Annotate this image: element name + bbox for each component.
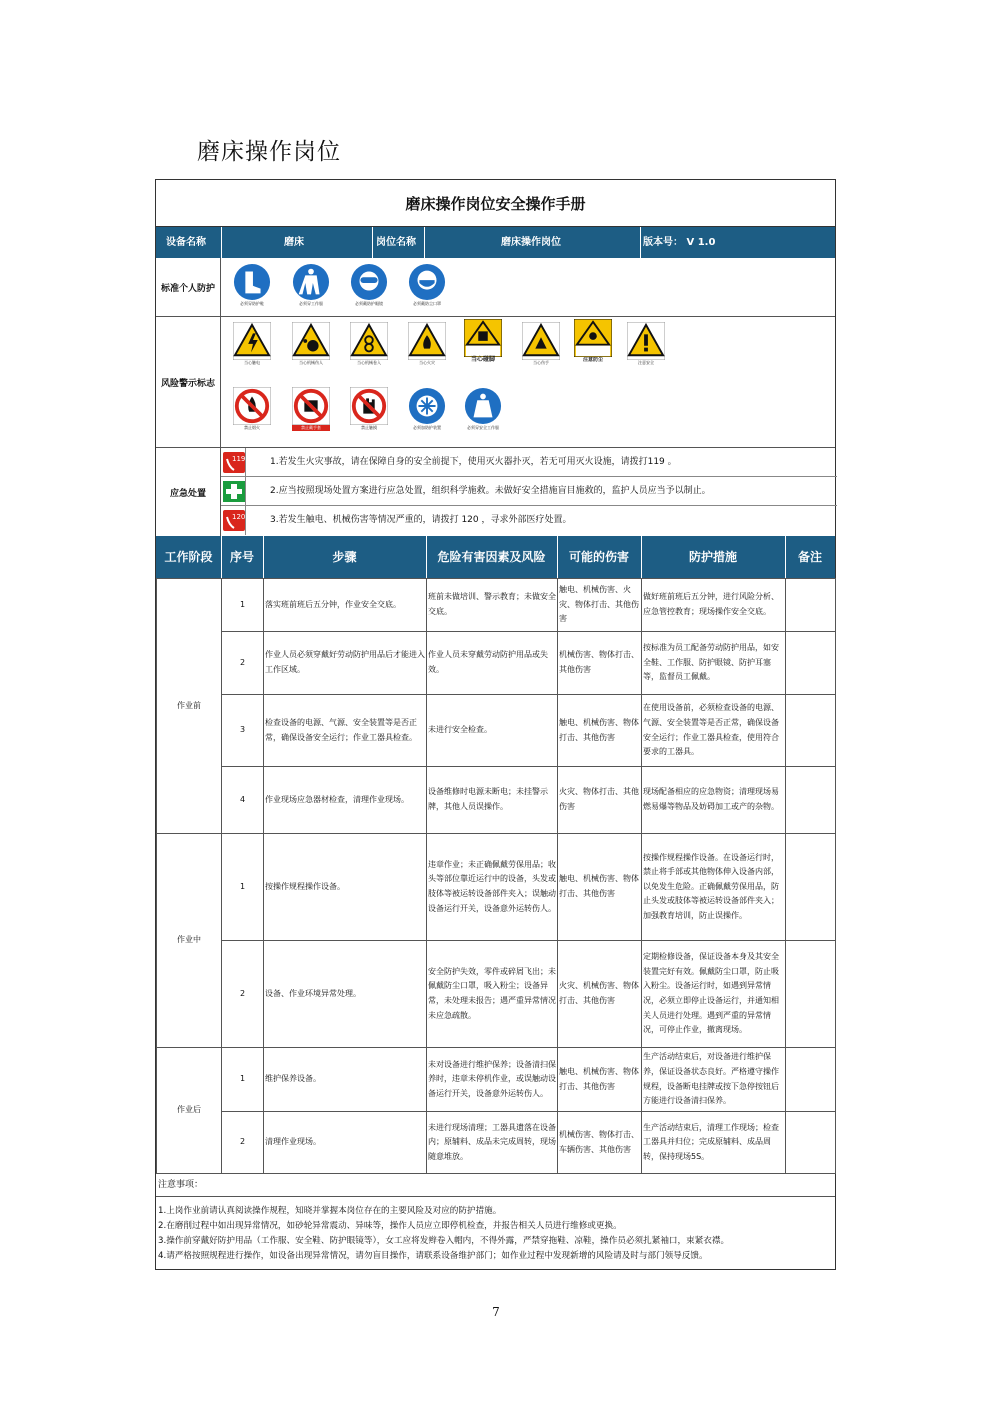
fire-warning-icon: 当心火灾	[408, 322, 446, 366]
svg-text:119: 119	[232, 455, 245, 463]
emergency-text-1: 1.若发生火灾事故，请在保障自身的安全前提下，使用灭火器扑灭，若无可用灭火设施，请拨打119 。	[270, 457, 677, 467]
col-stage: 工作阶段	[164, 550, 213, 564]
table-header	[156, 536, 835, 578]
machine-injury-warning-icon: 当心机械伤人	[292, 322, 330, 366]
stage-before: 作业前	[157, 579, 222, 834]
col-step: 步骤	[332, 550, 357, 564]
col-harm: 可能的伤害	[568, 550, 629, 564]
stage-after: 作业后	[157, 1048, 222, 1174]
col-note: 备注	[797, 550, 822, 564]
phone-120-icon	[223, 510, 245, 531]
hand-injury-warning-icon: 当心伤手	[522, 322, 560, 366]
note-item: 3.操作前穿戴好防护用品（工作服、安全鞋、防护眼镜等），女工应将发辫卷入帽内，不得外露，严禁穿拖鞋、凉鞋，操作员必须扎紧袖口，束紧衣襟。	[158, 1236, 730, 1246]
table-row: 作业中 1 按操作规程操作设备。 违章作业；未正确佩戴劳保用品；收头等部位靠近运行中的设备，头发或肢体等被运转设备部件夹入；误触动设备运行开关，设备意外运转伤人。 触电、机械伤害、物体打击、其他伤害 按操作规程操作设备。在设备运行时，禁止将手部或其他物体伸入设备内部，以免发生危险。正确佩戴劳保用品，防止头发或肢体等被运转设备部件夹入；加强教育培训，防止误操作。	[157, 834, 836, 941]
no-touch-icon: 禁止触摸	[350, 387, 388, 431]
post-value: 磨床操作岗位	[501, 237, 561, 248]
table-row: 4 作业现场应急器材检查，清理作业现场。 设备维修时电源未断电；未挂警示牌，其他人员误操作。 火灾、物体打击、其他伤害 现场配备相应的应急物资；清理现场易燃易爆等物品及妨碍加工或产的杂物。	[157, 767, 836, 834]
foot-injury-warning-icon: 当心碰脚	[464, 319, 502, 363]
work-clothes-icon: 必须穿工作服	[292, 263, 330, 307]
col-hazard: 危险有害因素及风险	[437, 550, 546, 564]
emergency-row	[156, 448, 835, 536]
notes-list	[158, 1204, 729, 1264]
entanglement-warning-icon: 当心机械卷入	[350, 322, 388, 366]
fire-119-icon	[223, 452, 245, 473]
dust-caution-icon: 注意防尘	[574, 319, 612, 363]
no-gloves-icon: 禁止戴手套	[292, 387, 330, 431]
note-item: 2.在磨削过程中如出现异常情况，如砂轮异常震动、异味等，操作人员应立即停机检查，并报告相关人员进行维修或更换。	[158, 1221, 622, 1231]
protective-shoes-icon: 必须穿防护鞋	[233, 263, 271, 307]
safety-clothing-mandatory-icon: 必须穿安全工作服	[464, 387, 502, 431]
col-measure: 防护措施	[688, 550, 737, 564]
sheet-title: 磨床操作岗位安全操作手册	[156, 180, 835, 227]
safety-goggles-icon: 必须戴防护眼镜	[350, 263, 388, 307]
emergency-line-2	[221, 477, 837, 506]
table-row: 作业前 1 落实班前班后五分钟，作业安全交底。 班前未做培训、警示教育；未做安全交底。 触电、机械伤害、火灾、物体打击、其他伤害 做好班前班后五分钟，进行风险分析、应急管控教育；现场操作安全交底。	[157, 579, 836, 632]
ppe-row	[156, 258, 835, 317]
table-row: 2 设备、作业环境异常处理。 安全防护失效，零件或碎屑飞出；未佩戴防尘口罩，吸入粉尘；设备异常，未处理未报告；遇严重异常情况未应急疏散。 火灾、机械伤害、物体打击、其他伤害 定期检修设备，保证设备本身及其安全装置完好有效。佩戴防尘口罩，防止吸入粉尘。设备运行时，如遇到异常情况，必须立即停止设备运行，并通知相关人员进行处理。遇到严重的异常情况，可停止作业，撤离现场。	[157, 941, 836, 1048]
operation-table	[156, 578, 836, 1174]
emergency-label: 应急处置	[156, 448, 221, 536]
note-item: 1.上岗作业前请认真阅读操作规程，知晓并掌握本岗位存在的主要风险及对应的防护措施。	[158, 1206, 502, 1216]
dust-mask-icon: 必须戴防尘口罩	[408, 263, 446, 307]
warning-signs-label: 风险警示标志	[156, 317, 221, 447]
equipment-value: 磨床	[284, 237, 304, 248]
equipment-label: 设备名称	[166, 237, 206, 248]
table-row: 作业后 1 维护保养设备。 未对设备进行维护保养；设备清扫保养时，违章未停机作业，或误触动设备运行开关，设备意外运转伤人。 触电、机械伤害、物体打击、其他伤害 生产活动结束后，对设备进行维护保养，保证设备状态良好。严格遵守操作规程，设备断电挂牌或按下急停按钮后方能进行设备清扫保养。	[157, 1048, 836, 1112]
table-row: 2 作业人员必须穿戴好劳动防护用品后才能进入工作区域。 作业人员未穿戴劳动防护用品或失效。 机械伤害、物体打击、其他伤害 按标准为员工配备劳动防护用品，如安全鞋、工作服、防护眼镜、防护耳塞等，监督员工佩戴。	[157, 632, 836, 695]
warning-signs-row	[156, 317, 835, 448]
protective-device-mandatory-icon: 必须加防护装置	[408, 387, 446, 431]
ppe-label: 标准个人防护	[156, 258, 221, 316]
first-aid-icon	[223, 481, 245, 502]
emergency-text-2: 2.应当按照现场处置方案进行应急处置，组织科学施救。未做好安全措施盲目施救的，监护人员应当予以制止。	[270, 486, 711, 496]
note-item: 4.请严格按照规程进行操作，如设备出现异常情况，请勿盲目操作，请联系设备维护部门；如作业过程中发现新增的风险请及时与部门领导反馈。	[158, 1251, 708, 1261]
table-row: 3 检查设备的电源、气源、安全装置等是否正常，确保设备安全运行；作业工器具检查。 未进行安全检查。 触电、机械伤害、物体打击、其他伤害 在使用设备前，必须检查设备的电源、气源、安全装置等是否正常，确保设备安全运行；作业工器具检查，使用符合要求的工器具。	[157, 695, 836, 767]
general-caution-icon: 注意安全	[627, 322, 665, 366]
col-seq: 序号	[229, 550, 254, 564]
emergency-text-3: 3.若发生触电、机械伤害等情况严重的，请拨打 120 ，寻求外部医疗处置。	[270, 515, 572, 525]
version-label: 版本号： V 1.0	[643, 237, 716, 248]
safety-manual-sheet	[155, 179, 836, 1270]
electric-shock-warning-icon: 当心触电	[233, 322, 271, 366]
info-bar	[156, 227, 835, 258]
emergency-line-1	[221, 448, 837, 477]
svg-text:120: 120	[232, 513, 245, 521]
post-label: 岗位名称	[376, 237, 416, 248]
no-fire-icon: 禁止烟火	[233, 387, 271, 431]
emergency-line-3	[221, 506, 837, 536]
table-row: 2 清理作业现场。 未进行现场清理；工器具遗落在设备内；原辅料、成品未完成周转，现场随意堆放。 机械伤害、物体打击、车辆伤害、其他伤害 生产活动结束后，清理工作现场；检查工器具并归位；完成原辅料、成品周转，保持现场5S。	[157, 1112, 836, 1174]
page-heading: 磨床操作岗位	[197, 139, 341, 165]
page-number: 7	[492, 1305, 500, 1319]
notes-title: 注意事项：	[156, 1173, 835, 1197]
stage-during: 作业中	[157, 834, 222, 1048]
